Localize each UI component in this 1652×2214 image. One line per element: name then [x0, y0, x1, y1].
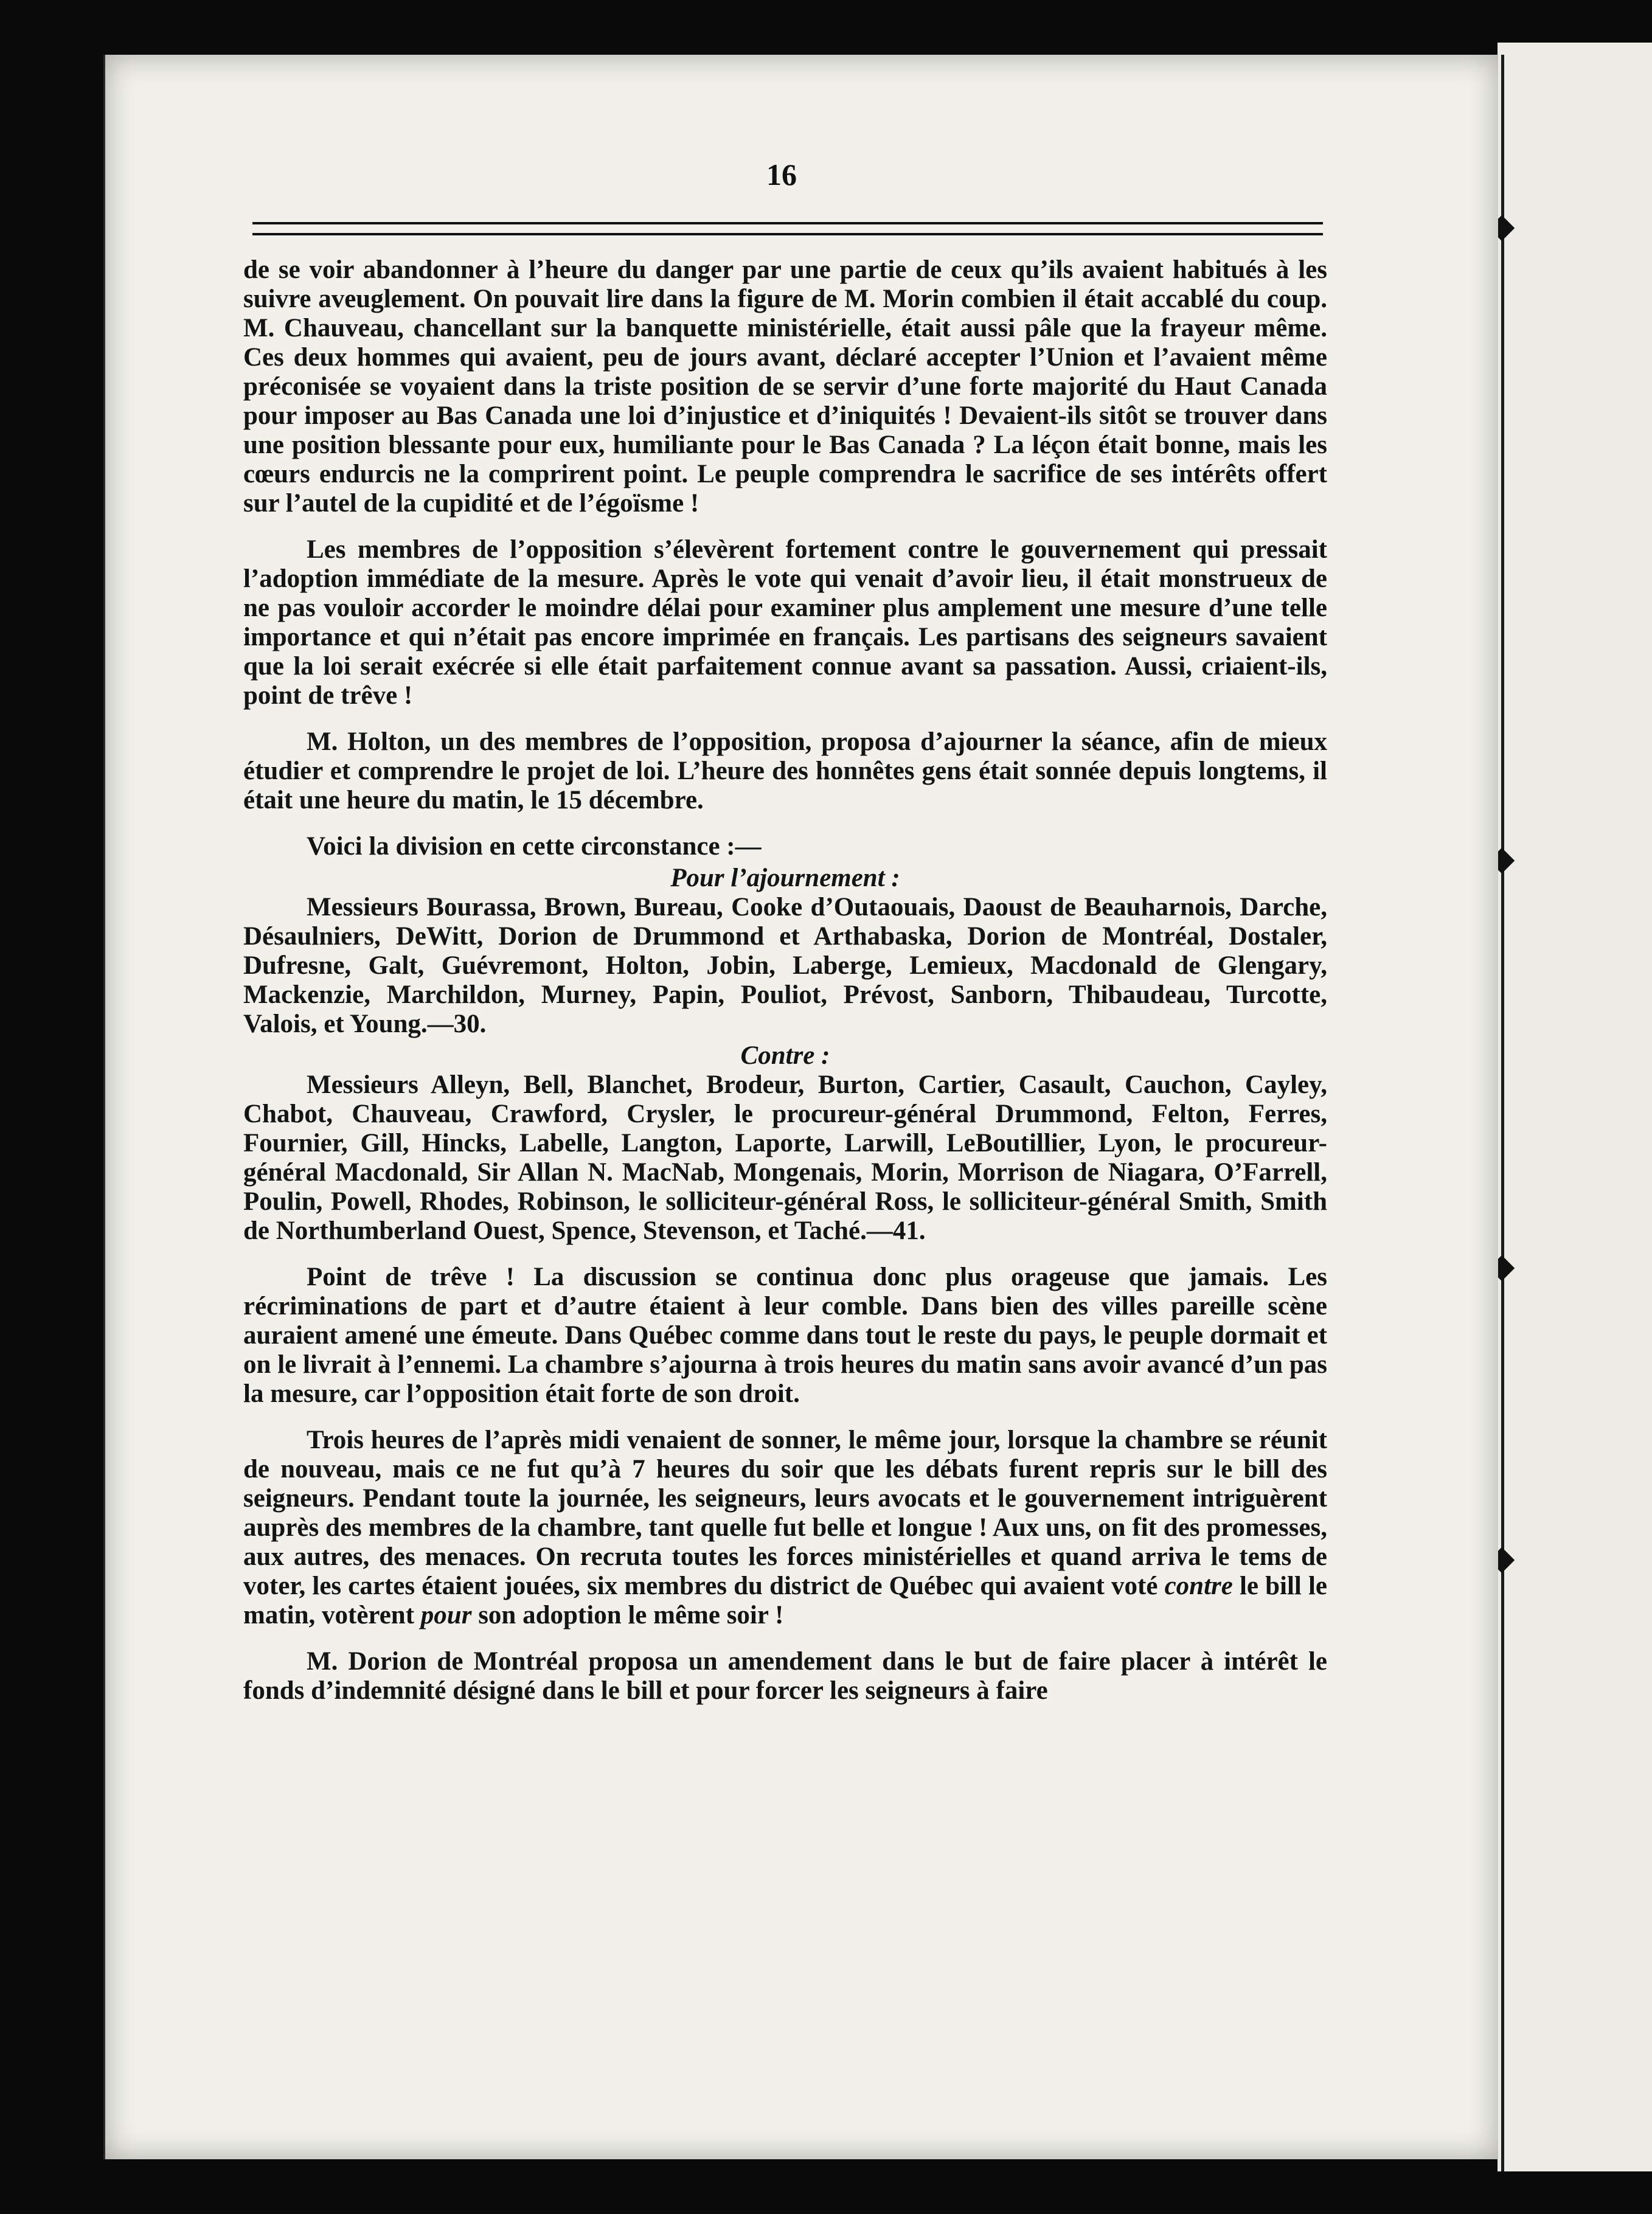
italic-word: pour: [420, 1601, 472, 1629]
section-heading-contre: Contre :: [740, 1041, 830, 1070]
adjacent-page-edge: [1498, 43, 1652, 2171]
paragraph: de se voir abandonner à l’heure du danger par une partie de ceux qu’ils avaient habitués à les suivre aveuglement. On pouvait lire dans la figure de M. Morin combien il était accablé du coup. M. Chauveau, chancellant sur la banquette ministérielle, était aussi pâle que la frayeur même. Ces deux hommes qui avaient, peu de jours avant, déclaré accepter l’Union et l’avaient même préconisée se voyaient dans la triste position de se servir d’une forte majorité du Haut Canada pour imposer au Bas Canada une loi d’injustice et d’iniquités ! Devaient-ils sitôt se trouver dans une position blessante pour eux, humiliante pour le Bas Canada ? La léçon était bonne, mais les cœurs endurcis ne la comprirent point. Le peuple comprendra le sacrifice de ses intérêts offert sur l’autel de la cupidité et de l’égoïsme !: [243, 255, 1327, 518]
section-heading-pour: Pour l’ajournement :: [670, 864, 900, 892]
paragraph: M. Dorion de Montréal proposa un amendement dans le but de faire placer à intérêt le fonds d’indemnité désigné dans le bill et pour forcer les seigneurs à faire: [243, 1647, 1327, 1705]
paragraph-vote-list: Messieurs Bourassa, Brown, Bureau, Cooke d’Outaouais, Daoust de Beauharnois, Darche, Désaulniers, DeWitt, Dorion de Drummond et Arthabaska, Dorion de Montréal, Dostaler, Dufresne, Galt, Guévremont, Holton, Jobin, Laberge, Lemieux, Macdonald de Glengary, Mackenzie, Marchildon, Murney, Papin, Pouliot, Prévost, Sanborn, Thibaudeau, Turcotte, Valois, et Young.—30.: [243, 893, 1327, 1038]
page-body: [243, 255, 1327, 1706]
paragraph: Point de trêve ! La discussion se continua donc plus orageuse que jamais. Les récriminations de part et d’autre étaient à leur comble. Dans bien des villes pareille scène auraient amené une émeute. Dans Québec comme dans tout le reste du pays, le peuple dormait et on le livrait à l’ennemi. La chambre s’ajourna à trois heures du matin sans avoir avancé d’un pas la mesure, car l’opposition était forte de son droit.: [243, 1263, 1327, 1408]
text-run: le bill le matin, votèrent: [243, 1572, 1327, 1629]
text-run: son adoption le même soir !: [478, 1601, 784, 1629]
header-double-rule: [252, 222, 1323, 235]
paragraph-vote-list: Messieurs Alleyn, Bell, Blanchet, Brodeur, Burton, Cartier, Casault, Cauchon, Cayley, Chabot, Chauveau, Crawford, Crysler, le procureur-général Drummond, Felton, Ferres, Fournier, Gill, Hincks, Labelle, Langton, Laporte, Larwill, LeBoutillier, Lyon, le procureur-général Macdonald, Sir Allan N. MacNab, Mongenais, Morin, Morrison de Niagara, O’Farrell, Poulin, Powell, Rhodes, Robinson, le solliciteur-général Ross, le solliciteur-général Smith, Smith de Northumberland Ouest, Spence, Stevenson, et Taché.—41.: [243, 1071, 1327, 1245]
italic-word: contre: [1164, 1572, 1233, 1600]
paragraph: [243, 1426, 1327, 1630]
page-fold-rule: [1501, 55, 1504, 2171]
paragraph: M. Holton, un des membres de l’opposition, proposa d’ajourner la séance, afin de mieux étudier et comprendre le projet de loi. L’heure des honnêtes gens était sonnée depuis longtems, il était une heure du matin, le 15 décembre.: [243, 727, 1327, 814]
text-run: Trois heures de l’après midi venaient de sonner, le même jour, lorsque la chambre se réunit de nouveau, mais ce ne fut qu’à 7 heures du soir que les débats furent repris sur le bill des seigneurs. Pendant toute la journée, les seigneurs, leurs avocats et le gouvernement intriguèrent auprès des membres de la chambre, tant quelle fut belle et longue ! Aux uns, on fit des promesses, aux autres, des menaces. On recruta toutes les forces ministérielles et quand arriva le tems de voter, les cartes étaient jouées, six membres du district de Québec qui avaient voté: [243, 1426, 1327, 1600]
paragraph: Voici la division en cette circonstance :—: [307, 832, 762, 861]
page-number: 16: [766, 158, 797, 192]
paragraph: Les membres de l’opposition s’élevèrent fortement contre le gouvernement qui pressait l’adoption immédiate de la mesure. Après le vote qui venait d’avoir lieu, il était monstrueux de ne pas vouloir accorder le moindre délai pour examiner plus amplement une mesure d’une telle importance et qui n’était pas encore imprimée en français. Les partisans des seigneurs savaient que la loi serait exécrée si elle était parfaitement connue avant sa passation. Aussi, criaient-ils, point de trêve !: [243, 535, 1327, 710]
